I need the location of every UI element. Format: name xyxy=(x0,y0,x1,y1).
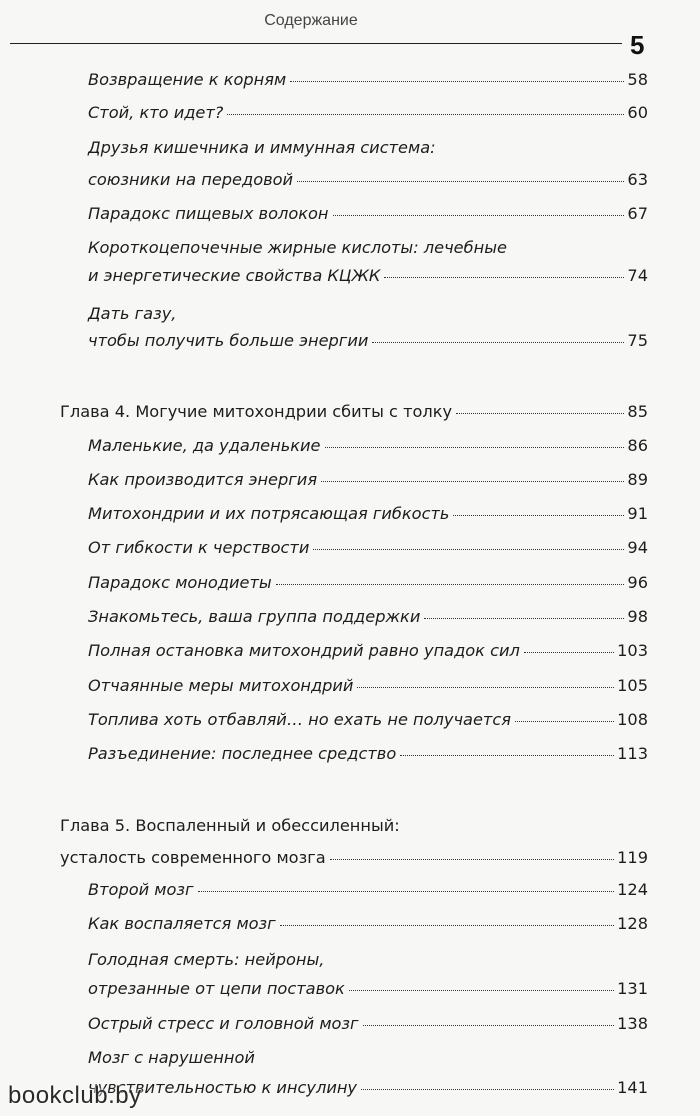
dot-leader xyxy=(349,990,614,991)
dot-leader xyxy=(524,652,614,653)
toc-entry-page: 91 xyxy=(627,504,648,523)
toc-entry-title: чувствительностью к инсулину xyxy=(88,1078,358,1097)
toc-entry-title-line: Голодная смерть: нейроны, xyxy=(88,950,325,969)
toc-entry-title: Топлива хоть отбавляй… но ехать не получается xyxy=(88,710,511,729)
toc-entry-page: 58 xyxy=(627,70,648,89)
toc-entry-page: 63 xyxy=(627,170,648,189)
toc-entry-title-line: Мозг с нарушенной xyxy=(88,1048,255,1067)
dot-leader xyxy=(357,687,614,688)
toc-entry-page: 60 xyxy=(627,103,648,122)
toc-entry-title: Парадокс монодиеты xyxy=(88,573,272,592)
toc-entry-page: 89 xyxy=(627,470,648,489)
dot-leader xyxy=(384,277,624,278)
dot-leader xyxy=(400,755,614,756)
toc-entry-title: Митохондрии и их потрясающая гибкость xyxy=(88,504,450,523)
toc-entry[interactable] xyxy=(88,436,648,456)
toc-entry[interactable] xyxy=(88,1078,648,1098)
toc-entry-page: 94 xyxy=(627,538,648,557)
toc-entry-title: Острый стресс и головной мозг xyxy=(88,1014,359,1033)
toc-chapter-title: Глава 4. Могучие митохондрии сбиты с толку xyxy=(60,402,453,421)
toc-entry-title: Как воспаляется мозг xyxy=(88,914,276,933)
toc-entry-page: 131 xyxy=(617,979,648,998)
toc-entry[interactable] xyxy=(88,331,648,351)
dot-leader xyxy=(276,584,625,585)
toc-entry-page: 96 xyxy=(627,573,648,592)
toc-entry-page: 113 xyxy=(617,744,648,763)
toc-entry-title: и энергетические свойства КЦЖК xyxy=(88,266,381,285)
toc-entry[interactable] xyxy=(88,70,648,90)
page-number: 5 xyxy=(630,30,645,60)
toc-entry-title: Как производится энергия xyxy=(88,470,318,489)
toc-entry-title: чтобы получить больше энергии xyxy=(88,331,369,350)
toc-chapter[interactable] xyxy=(60,848,648,868)
dot-leader xyxy=(333,215,625,216)
toc-entry-page: 141 xyxy=(617,1078,648,1097)
toc-entry[interactable] xyxy=(88,1014,648,1034)
toc-entry[interactable] xyxy=(88,103,648,123)
toc-entry[interactable] xyxy=(88,710,648,730)
dot-leader xyxy=(372,342,624,343)
toc-entry[interactable] xyxy=(88,676,648,696)
dot-leader xyxy=(515,721,614,722)
toc-entry-title: отрезанные от цепи поставок xyxy=(88,979,345,998)
toc-entry[interactable] xyxy=(88,607,648,627)
dot-leader xyxy=(321,481,624,482)
toc-entry[interactable] xyxy=(88,744,648,764)
dot-leader xyxy=(297,181,624,182)
dot-leader xyxy=(361,1089,614,1090)
toc-entry-page: 128 xyxy=(617,914,648,933)
watermark: bookclub.by xyxy=(8,1082,142,1109)
dot-leader xyxy=(424,618,624,619)
toc-entry-title: Отчаянные меры митохондрий xyxy=(88,676,354,695)
toc-entry-title: Стой, кто идет? xyxy=(88,103,224,122)
dot-leader xyxy=(227,114,624,115)
dot-leader xyxy=(363,1025,615,1026)
dot-leader xyxy=(198,891,615,892)
toc-entry-title: Знакомьтесь, ваша группа поддержки xyxy=(88,607,421,626)
toc-entry-title-line: Дать газу, xyxy=(88,304,177,323)
toc-chapter-title-line: Глава 5. Воспаленный и обессиленный: xyxy=(60,816,400,835)
dot-leader xyxy=(290,81,624,82)
toc-entry-title-line: Друзья кишечника и иммунная система: xyxy=(88,138,436,157)
toc-entry-title-line: Короткоцепочечные жирные кислоты: лечебные xyxy=(88,238,507,257)
toc-entry-page: 124 xyxy=(617,880,648,899)
dot-leader xyxy=(280,925,614,926)
toc-entry-page: 86 xyxy=(627,436,648,455)
toc-entry[interactable] xyxy=(88,170,648,190)
toc-entry[interactable] xyxy=(88,880,648,900)
toc-chapter[interactable] xyxy=(60,402,648,422)
toc-entry-title: Возвращение к корням xyxy=(88,70,287,89)
toc-entry[interactable] xyxy=(88,266,648,286)
toc-entry-page: 75 xyxy=(627,331,648,350)
toc-entry-title: Маленькие, да удаленькие xyxy=(88,436,321,455)
toc-entry-page: 67 xyxy=(627,204,648,223)
toc-entry[interactable] xyxy=(88,470,648,490)
toc-entry[interactable] xyxy=(88,504,648,524)
dot-leader xyxy=(456,413,624,414)
dot-leader xyxy=(325,447,625,448)
toc-entry-page: 138 xyxy=(617,1014,648,1033)
toc-entry[interactable] xyxy=(88,641,648,661)
toc-entry-title: Разъединение: последнее средство xyxy=(88,744,397,763)
toc-entry-page: 108 xyxy=(617,710,648,729)
toc-entry[interactable] xyxy=(88,573,648,593)
dot-leader xyxy=(453,515,624,516)
toc-entry-title: Второй мозг xyxy=(88,880,194,899)
dot-leader xyxy=(313,549,624,550)
toc-entry-title: Полная остановка митохондрий равно упадок сил xyxy=(88,641,520,660)
toc-chapter-title: усталость современного мозга xyxy=(60,848,326,867)
toc-entry-page: 74 xyxy=(627,266,648,285)
toc-entry[interactable] xyxy=(88,538,648,558)
toc-entry-page: 98 xyxy=(627,607,648,626)
toc-entry-title: Парадокс пищевых волокон xyxy=(88,204,329,223)
toc-entry-page: 105 xyxy=(617,676,648,695)
toc-entry[interactable] xyxy=(88,979,648,999)
toc-entry-title: союзники на передовой xyxy=(88,170,294,189)
toc-chapter-page: 119 xyxy=(617,848,648,867)
toc-entry[interactable] xyxy=(88,914,648,934)
toc-entry-title: От гибкости к черствости xyxy=(88,538,310,557)
toc-chapter-page: 85 xyxy=(627,402,648,421)
dot-leader xyxy=(330,859,614,860)
toc-entry-page: 103 xyxy=(617,641,648,660)
toc-entry[interactable] xyxy=(88,204,648,224)
running-header-title: Содержание xyxy=(264,12,358,29)
